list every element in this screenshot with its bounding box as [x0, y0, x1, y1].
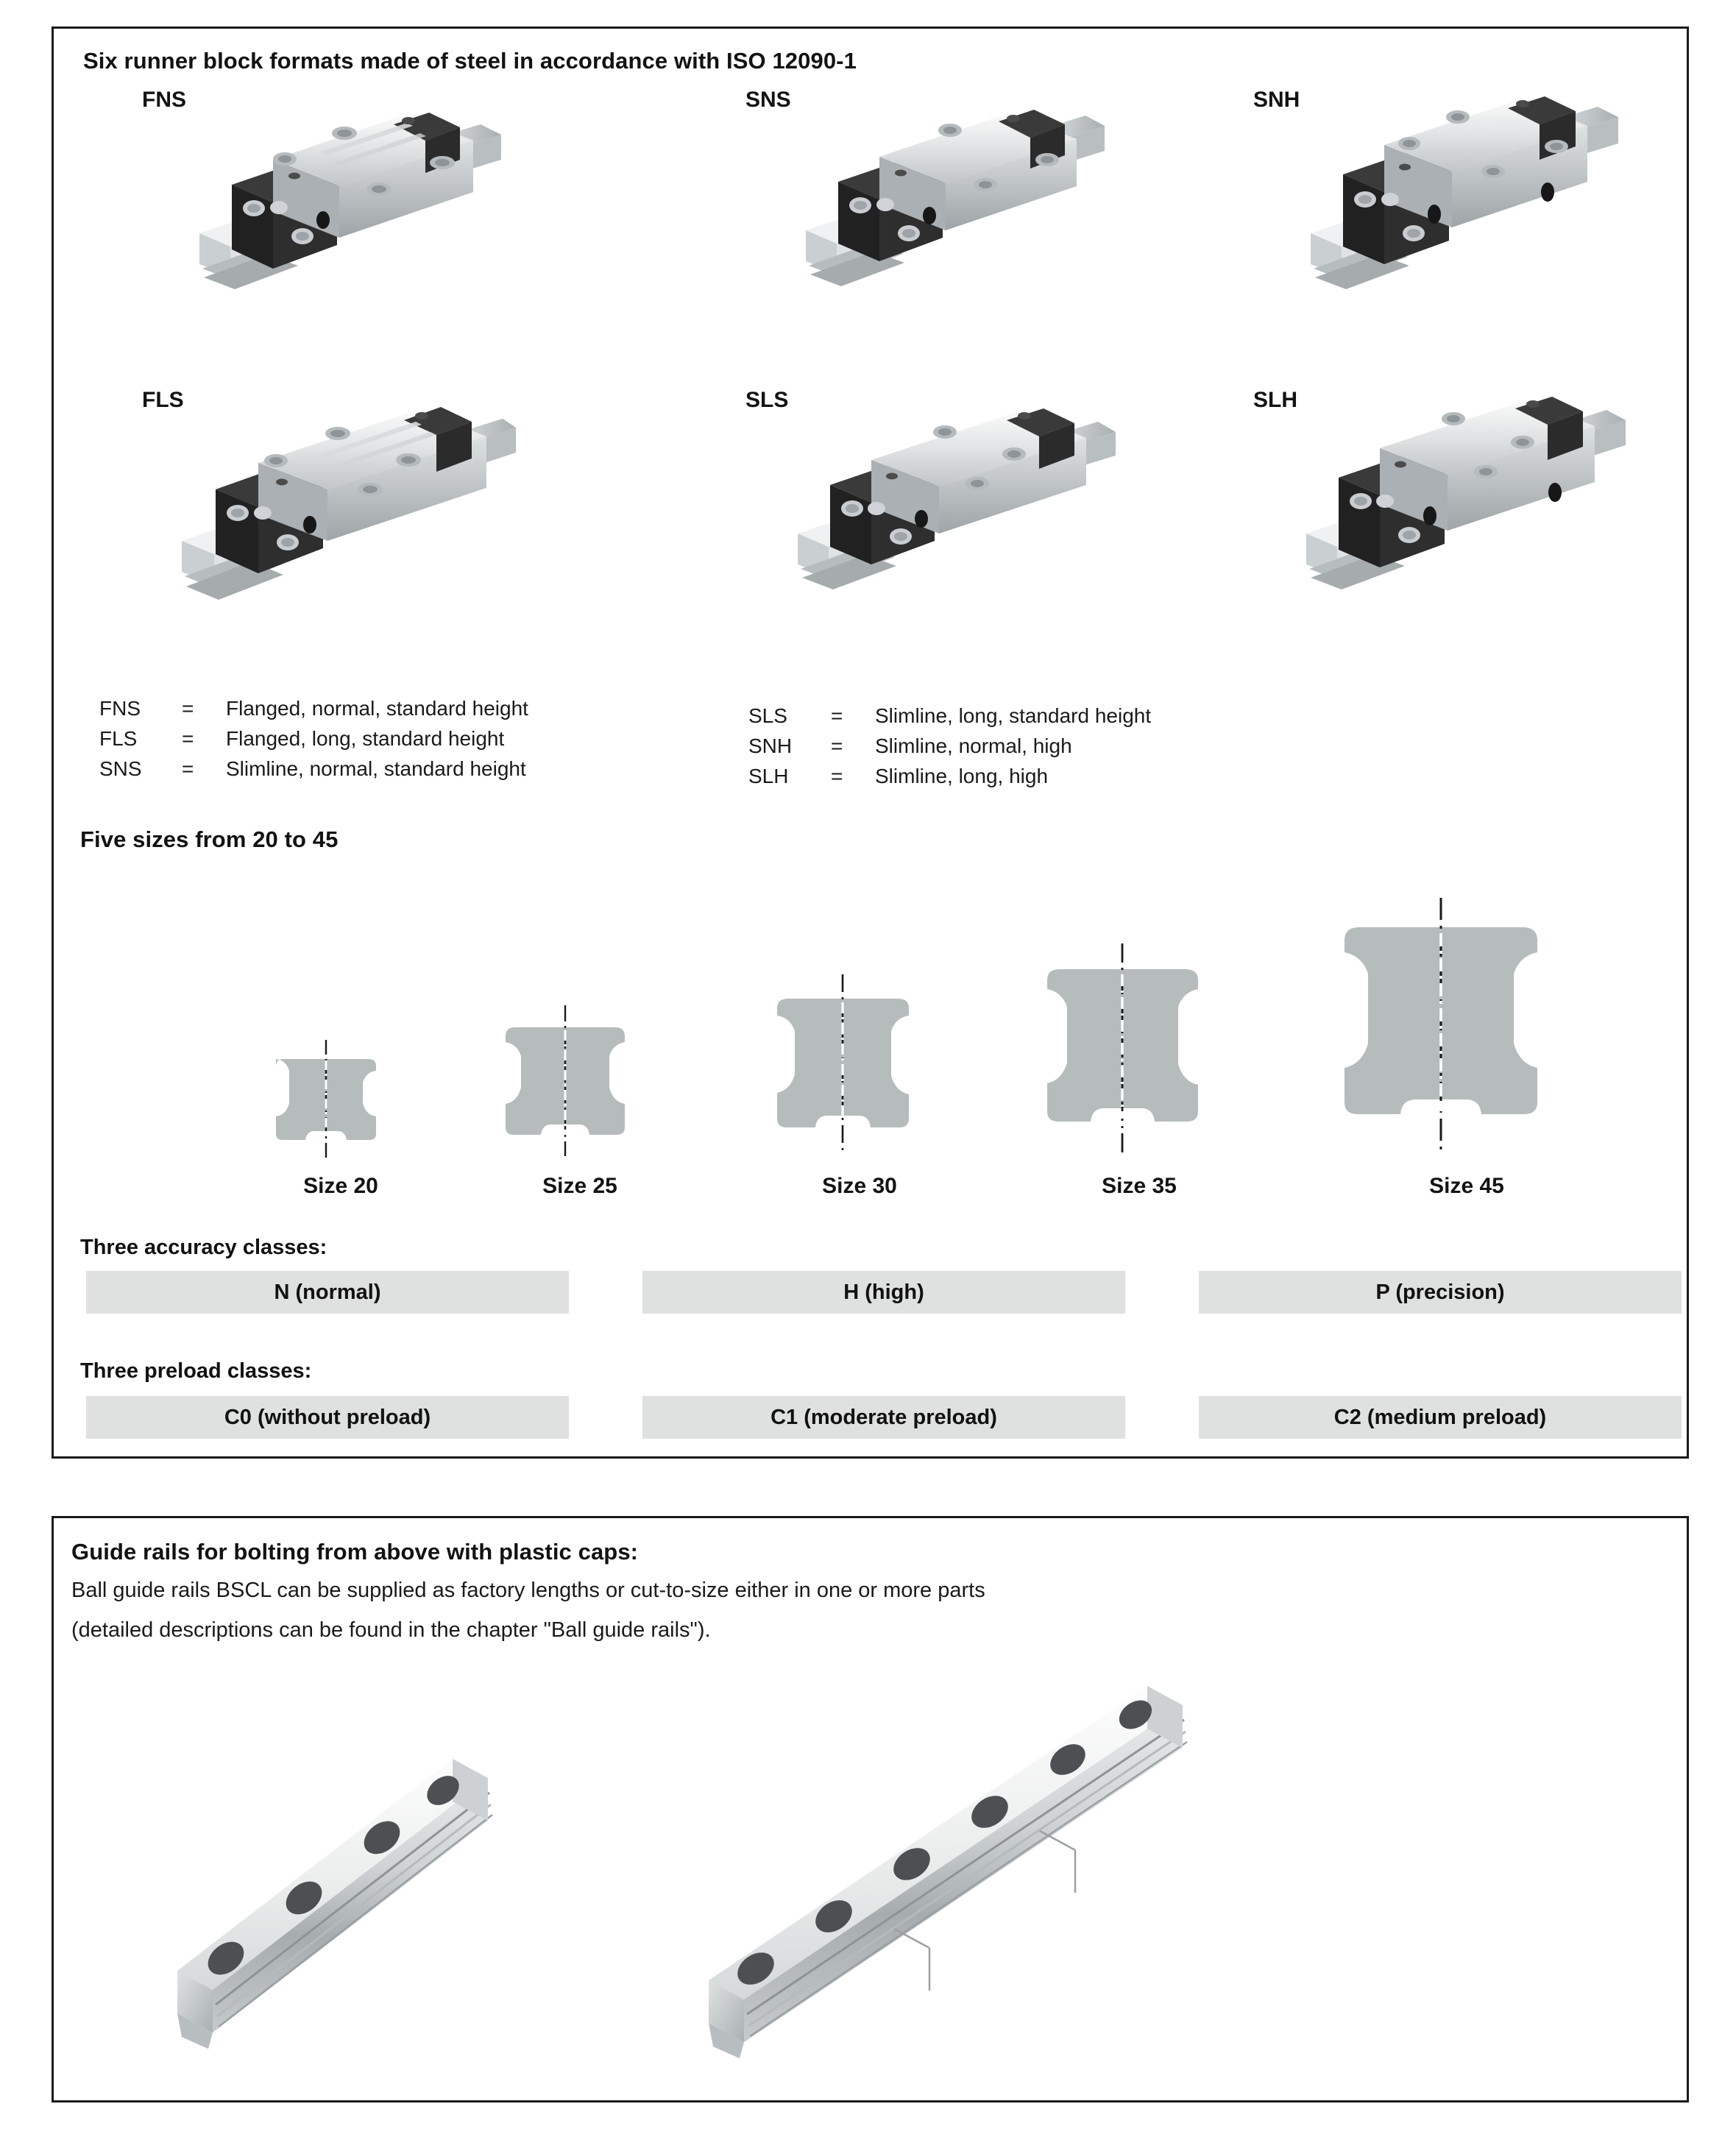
bottom-panel-line-1: Ball guide rails BSCL can be supplied as factory lengths or cut-to-size either in one or more parts — [71, 1579, 985, 1602]
legend-code: FNS — [99, 697, 141, 720]
preload-class-c1-label: C1 (moderate preload) — [770, 1405, 997, 1429]
legend-equals: = — [831, 765, 843, 787]
rail-profile-size-35 — [1025, 932, 1253, 1199]
runner-block-label-sls: SLS — [745, 388, 789, 412]
legend-description: Slimline, normal, high — [875, 734, 1072, 757]
rail-profile-size-30 — [757, 961, 963, 1199]
legend-equals: = — [831, 734, 843, 757]
accuracy-class-h[interactable] — [642, 1271, 1125, 1314]
runner-block-fls — [68, 375, 584, 669]
accuracy-class-p[interactable] — [1199, 1271, 1682, 1314]
rail-profile-35-shape — [1025, 932, 1253, 1163]
legend-equals: = — [182, 757, 194, 780]
rail-profile-30-shape — [757, 961, 963, 1163]
legend-code: SLH — [748, 765, 789, 787]
runner-block-row-2 — [54, 375, 1687, 669]
runner-block-snh-image — [1305, 82, 1621, 302]
legend-row — [748, 704, 1151, 734]
legend-code: SLS — [748, 704, 787, 727]
preload-class-c2-label: C2 (medium preload) — [1333, 1405, 1547, 1429]
guide-rails-panel — [52, 1516, 1689, 2103]
legend-description: Slimline, normal, standard height — [226, 757, 526, 780]
runner-block-slh-image — [1303, 389, 1627, 610]
preload-class-c2[interactable] — [1199, 1396, 1682, 1439]
runner-block-label-snh: SNH — [1253, 88, 1300, 112]
legend-row — [748, 734, 1151, 765]
accuracy-class-h-label: H (high) — [843, 1280, 924, 1304]
legend-description: Slimline, long, standard height — [875, 704, 1152, 727]
rail-profile-20-shape — [260, 1024, 422, 1163]
legend-equals: = — [182, 727, 194, 750]
legend-description: Slimline, long, high — [875, 765, 1049, 787]
runner-block-fls-image — [179, 391, 517, 612]
accuracy-class-n[interactable] — [86, 1271, 569, 1314]
legend-row — [748, 765, 1151, 795]
legend-description: Flanged, long, standard height — [226, 727, 505, 750]
accuracy-class-p-label: P (precision) — [1375, 1280, 1505, 1304]
legend-description: Flanged, normal, standard height — [226, 697, 528, 720]
accuracy-class-n-label: N (normal) — [274, 1280, 381, 1304]
preload-class-c0-label: C0 (without preload) — [224, 1405, 431, 1429]
preload-class-c0[interactable] — [86, 1396, 569, 1439]
bottom-panel-line-2: (detailed descriptions can be found in the chapter "Ball guide rails"). — [71, 1618, 711, 1642]
rail-profile-label: Size 25 — [542, 1174, 617, 1198]
rail-profile-label: Size 30 — [822, 1174, 897, 1198]
preload-class-c1[interactable] — [642, 1396, 1125, 1439]
bottom-panel-title: Guide rails for bolting from above with plastic caps: — [71, 1539, 639, 1565]
runner-block-fns — [68, 74, 584, 369]
rail-profile-label: Size 35 — [1102, 1174, 1177, 1198]
rail-profile-size-20 — [260, 1024, 422, 1199]
runner-block-sls — [613, 375, 1128, 669]
runner-block-label-fls: FLS — [142, 388, 184, 412]
preload-classes-heading: Three preload classes: — [80, 1359, 312, 1383]
sizes-heading: Five sizes from 20 to 45 — [80, 826, 339, 852]
runner-block-snh — [1121, 74, 1636, 369]
runner-block-label-fns: FNS — [142, 88, 186, 112]
rail-profile-label: Size 45 — [1429, 1174, 1504, 1198]
legend-equals: = — [831, 704, 843, 727]
runner-block-slh — [1121, 375, 1636, 669]
rail-profile-25-shape — [488, 991, 672, 1163]
legend-row — [99, 727, 528, 757]
runner-block-fns-image — [186, 89, 503, 310]
long-guide-rail-image — [694, 1637, 1253, 2064]
runner-block-sns — [613, 74, 1128, 369]
legend-equals: = — [182, 697, 194, 720]
format-legend-right — [748, 704, 1151, 795]
runner-block-sns-image — [797, 85, 1106, 305]
format-legend-left — [99, 697, 528, 787]
legend-code: FLS — [99, 727, 138, 750]
short-guide-rail-image — [164, 1676, 576, 2059]
legend-row — [99, 757, 528, 787]
runner-block-row-1 — [54, 74, 1687, 369]
rail-profile-size-25 — [488, 991, 672, 1199]
legend-code: SNH — [748, 734, 793, 757]
runner-block-label-sns: SNS — [745, 88, 791, 112]
runner-block-overview-panel — [52, 26, 1689, 1459]
runner-block-sls-image — [793, 397, 1117, 610]
rail-profile-label: Size 20 — [303, 1174, 378, 1198]
legend-code: SNS — [99, 757, 142, 780]
top-panel-title: Six runner block formats made of steel in accordance with ISO 12090-1 — [83, 48, 857, 74]
rail-profile-45-shape — [1319, 888, 1614, 1163]
accuracy-classes-heading: Three accuracy classes: — [80, 1236, 327, 1259]
legend-row — [99, 697, 528, 727]
rail-profile-size-45 — [1319, 888, 1614, 1199]
runner-block-label-slh: SLH — [1253, 388, 1297, 412]
rail-profile-row — [54, 868, 1687, 1199]
